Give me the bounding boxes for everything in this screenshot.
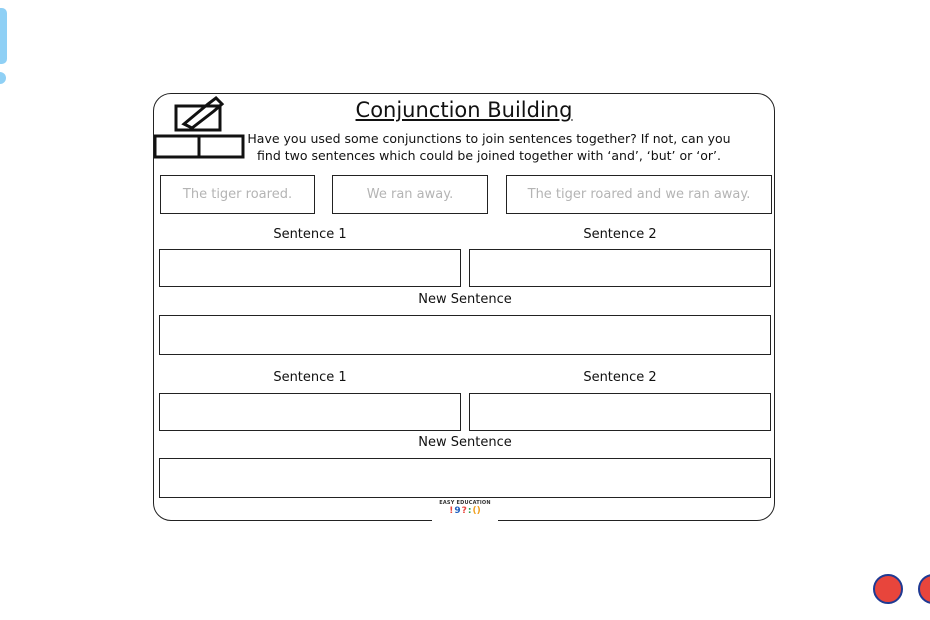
red-circle-icon[interactable]	[873, 574, 903, 604]
sentence-1-box[interactable]	[159, 393, 461, 431]
red-circle-icon[interactable]	[918, 574, 930, 604]
logo-glyph: ?	[461, 506, 467, 516]
new-sentence-box[interactable]	[159, 458, 771, 498]
sentence-1-label: Sentence 1	[273, 370, 347, 385]
logo-glyph: ()	[472, 506, 481, 516]
logo-text: EASY EDUCATION	[439, 500, 491, 506]
example-sentence-1: The tiger roared.	[160, 175, 315, 214]
instructions-line-2: find two sentences which could be joined together with ‘and’, ‘but’ or ‘or’.	[257, 148, 721, 163]
logo-glyph: :	[467, 506, 472, 516]
sentence-2-label: Sentence 2	[583, 227, 657, 242]
exclamation-mark-icon	[0, 8, 8, 86]
new-sentence-label: New Sentence	[418, 435, 512, 450]
page-title: Conjunction Building	[355, 98, 573, 122]
sentence-1-box[interactable]	[159, 249, 461, 287]
instructions	[244, 130, 734, 164]
worksheet-card	[153, 93, 775, 521]
example-combined-sentence: The tiger roared and we ran away.	[506, 175, 772, 214]
logo-glyphs	[432, 506, 498, 516]
logo-glyph: !	[449, 506, 454, 516]
logo-glyph: 9	[454, 506, 461, 516]
instructions-line-1: Have you used some conjunctions to join sentences together? If not, can you	[247, 131, 731, 146]
sentence-2-box[interactable]	[469, 393, 771, 431]
sentence-2-box[interactable]	[469, 249, 771, 287]
new-sentence-box[interactable]	[159, 315, 771, 355]
new-sentence-label: New Sentence	[418, 292, 512, 307]
example-sentence-2: We ran away.	[332, 175, 488, 214]
sentence-1-label: Sentence 1	[273, 227, 347, 242]
sentence-2-label: Sentence 2	[583, 370, 657, 385]
